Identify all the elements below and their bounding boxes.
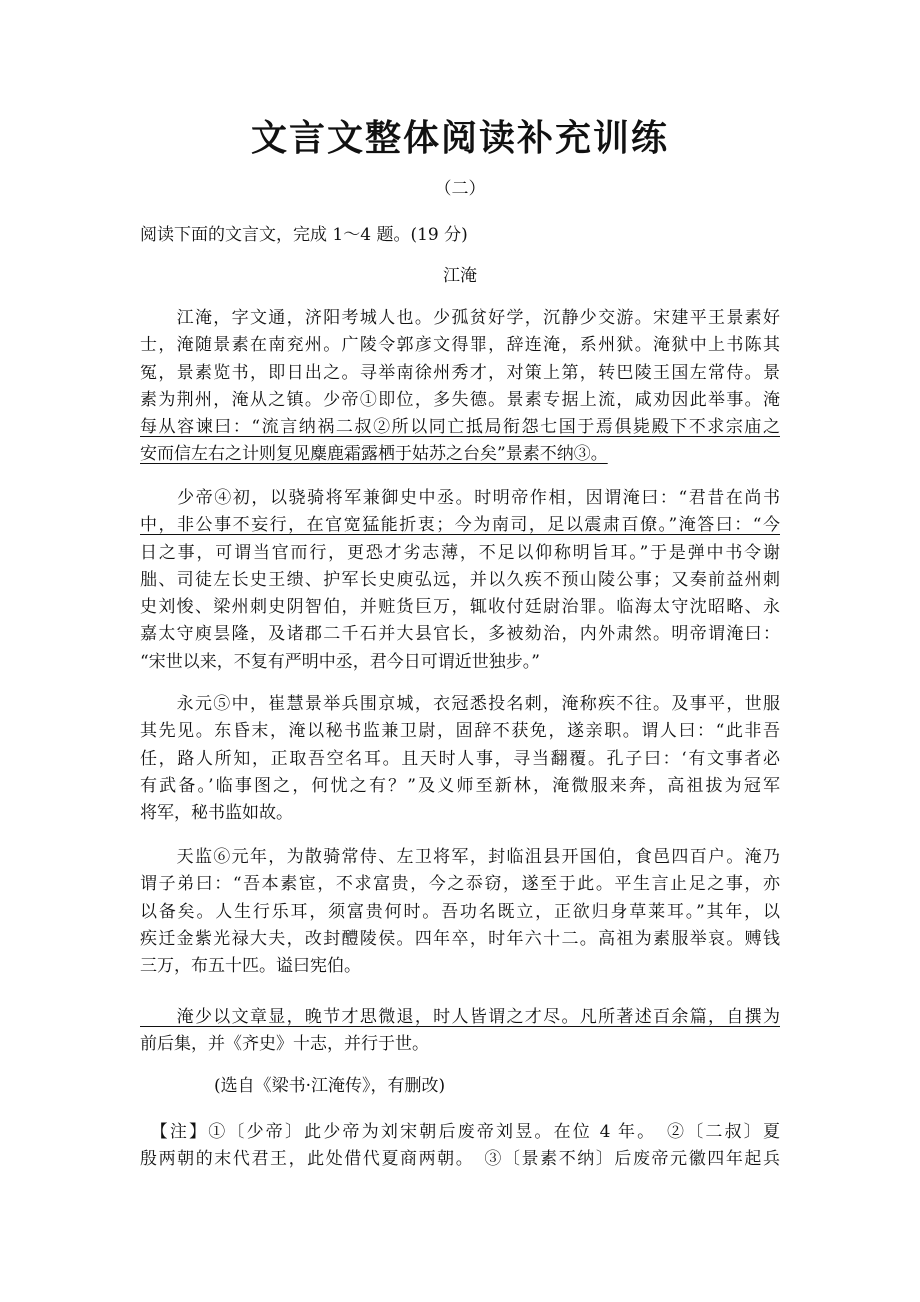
underlined-text-line: 淹少以文章显，晚节才思微退，时人皆谓之才尽。凡所著述百余篇，自撰为 xyxy=(140,1007,780,1027)
text-line: 有武备。’临事图之，何忧之有？”及义师至新林，淹微服来奔，高祖拔为冠军 xyxy=(140,775,780,796)
source-citation: (选自《梁书·江淹传》，有删改) xyxy=(214,1076,446,1096)
text-line: 疾迁金紫光禄大夫，改封醴陵侯。四年卒，时年六十二。高祖为素服举哀。赙钱 xyxy=(140,928,780,949)
text-line: 以备矣。人生行乐耳，须富贵何时。吾功名既立，正欲归身草莱耳。”其年，以 xyxy=(140,901,780,922)
reading-instructions: 阅读下面的文言文，完成 1～4 题。(19 分) xyxy=(140,225,468,245)
text-line: 士，淹随景素在南兖州。广陵令郭彦文得罪，辞连淹，系州狱。淹狱中上书陈其 xyxy=(140,335,780,356)
text-line: 谓子弟曰：“吾本素宦，不求富贵，今之忝窃，遂至于此。平生言止足之事，亦 xyxy=(140,874,780,895)
text-line: 前后集，并《齐史》十志，并行于世。 xyxy=(140,1034,429,1055)
text-line: 三万，布五十匹。谥曰宪伯。 xyxy=(140,956,361,977)
text-line: “宋世以来，不复有严明中丞，君今日可谓近世独步。” xyxy=(140,651,540,672)
paragraph-1 xyxy=(140,305,780,469)
paragraph-3 xyxy=(140,691,780,827)
text-line: 素为荆州，淹从之镇。少帝①即位，多失德。景素专据上流，咸劝因此举事。淹 xyxy=(140,389,780,410)
text-line: 将军，秘书监如故。 xyxy=(140,803,293,824)
text-line: 其先见。东昏末，淹以秘书监兼卫尉，固辞不获免，遂亲职。谓人曰：“此非吾 xyxy=(140,721,780,742)
text-line: 永元⑤中，崔慧景举兵围京城，衣冠悉投名刺，淹称疾不往。及事平，世服 xyxy=(140,694,780,714)
text-line: 日之事，可谓当官而行，更恐才劣志薄，不足以仰称明旨耳。”于是弹中书令谢 xyxy=(140,542,780,563)
text-line: 朏、司徒左长史王缋、护军长史庾弘远，并以久疾不预山陵公事；又奏前益州刺 xyxy=(140,569,780,590)
note-line: 【注】①〔少帝〕此少帝为刘宋朝后废帝刘昱。在位 4 年。 ②〔二叔〕夏 xyxy=(140,1122,780,1142)
paragraph-4 xyxy=(140,844,780,980)
text-line: 史刘悛、梁州刺史阴智伯，并赃货巨万，辄收付廷尉治罪。临海太守沈昭略、永 xyxy=(140,597,780,618)
document-subtitle: （二） xyxy=(434,179,486,199)
note-line: 殷两朝的末代君王，此处借代夏商两朝。 ③〔景素不纳〕后废帝元徽四年起兵 xyxy=(140,1149,780,1170)
underlined-text-line: 每从容谏曰：“流言纳祸二叔②所以同亡抵局衔怨七国于焉俱毙殿下不求宗庙之 xyxy=(140,417,780,438)
paragraph-2 xyxy=(140,485,780,676)
text-line: 少帝④初，以骁骑将军兼御史中丞。时明帝作相，因谓淹曰：“君昔在尚书 xyxy=(140,488,780,508)
text-line: 嘉太守庾昙隆，及诸郡二千石并大县官长，多被劾治，内外肃然。明帝谓淹曰： xyxy=(140,624,780,645)
notes xyxy=(140,1119,780,1174)
underlined-text-line: 安而信左右之计则复见麋鹿霜露栖于姑苏之台矣”景素不纳③。 xyxy=(140,444,608,465)
underlined-text-line: 中，非公事不妄行，在官宽猛能折衷；今为南司，足以震肃百僚。”淹答曰：“今 xyxy=(140,515,780,536)
text-line: 任，路人所知，正取吾空名耳。且天时人事，寻当翻覆。孔子曰：‘有文事者必 xyxy=(140,748,780,769)
paragraph-5 xyxy=(140,1004,780,1059)
text-line: 江淹，字文通，济阳考城人也。少孤贫好学，沉静少交游。宋建平王景素好 xyxy=(140,308,780,328)
passage-title: 江淹 xyxy=(443,266,477,286)
document-title: 文言文整体阅读补充训练 xyxy=(250,118,669,159)
text-line: 天监⑥元年，为散骑常侍、左卫将军，封临沮县开国伯，食邑四百户。淹乃 xyxy=(140,847,780,867)
text-line: 冤，景素览书，即日出之。寻举南徐州秀才，对策上第，转巴陵王国左常侍。景 xyxy=(140,362,780,383)
